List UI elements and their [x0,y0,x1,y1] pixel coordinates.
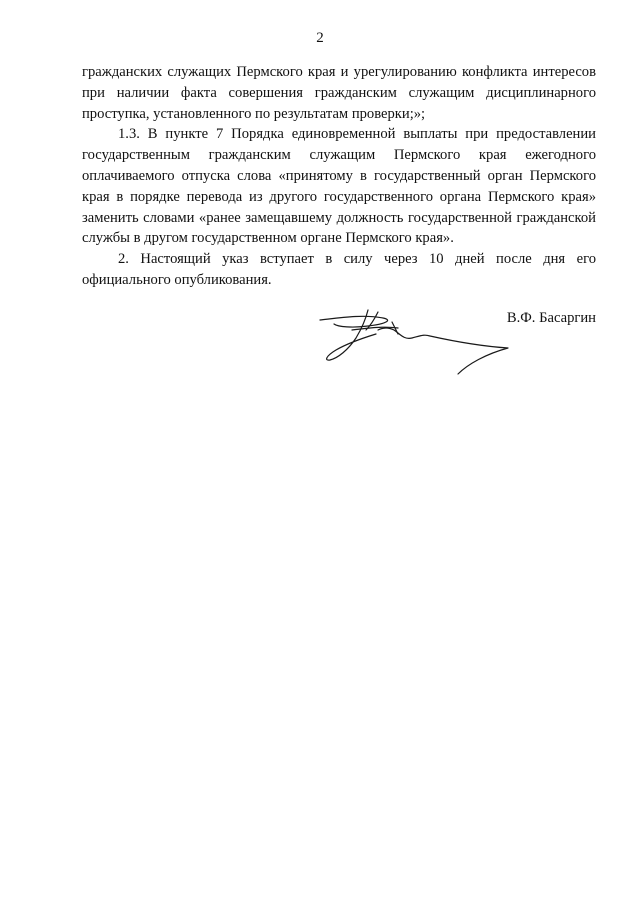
handwritten-signature [308,300,524,378]
paragraph-item-2: 2. Настоящий указ вступает в силу через 10 дней после дня его официального опубликования. [82,251,596,288]
page-number: 2 [316,30,324,46]
signer-name: В.Ф. Басаргин [506,310,596,326]
signature-block [300,300,600,380]
document-body [82,62,596,291]
paragraph-item-1-3: 1.3. В пункте 7 Порядка единовременной выплаты при предоставлении государственным гражданским служащим Пермского края ежегодного оплачиваемого отпуска слова «принятому в государственный орган Пермского края в порядке перевода из другого государственного органа Пермского края» заменить словами «ранее замещавшему должность государственной гражданской службы в другом государственном органе Пермского края». [82,126,596,247]
paragraph-continuation: гражданских служащих Пермского края и урегулированию конфликта интересов при наличии факта совершения гражданским служащим дисциплинарного проступка, установленного по результатам проверки;»; [82,64,596,122]
